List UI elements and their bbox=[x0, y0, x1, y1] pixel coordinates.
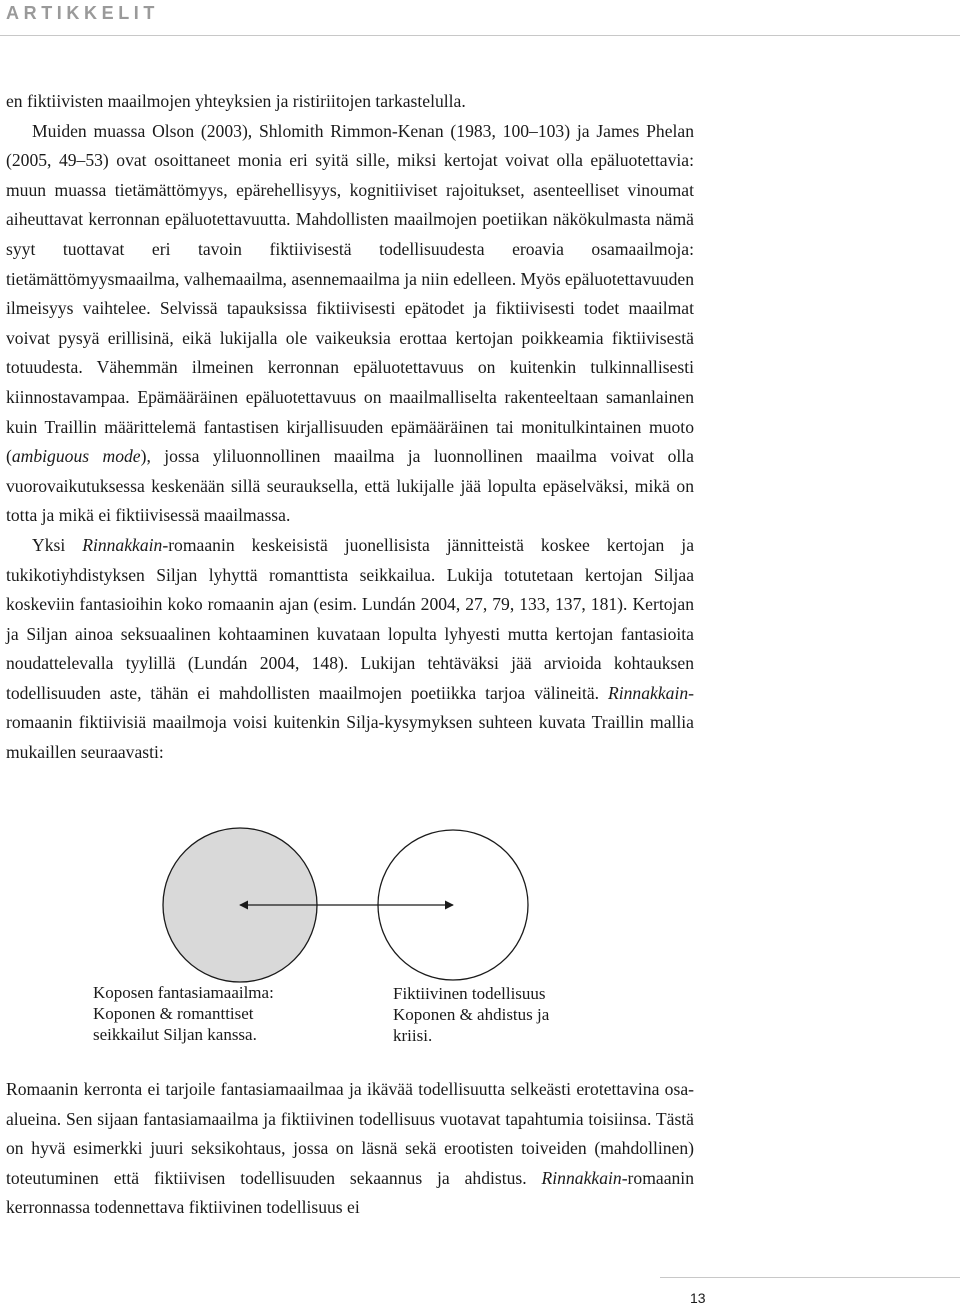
caption-line: Koposen fantasiamaailma: bbox=[93, 983, 274, 1002]
paragraph: en fiktiivisten maailmojen yhteyksien ja ristiriitojen tarkastelulla. bbox=[6, 91, 466, 111]
caption-line: seikkailut Siljan kanssa. bbox=[93, 1025, 257, 1044]
caption-line: kriisi. bbox=[393, 1026, 433, 1045]
paragraph: Yksi Rinnakkain-romaanin keskeisistä juonellisista jännitteistä koskee kertojan ja tukikotiyhdistyksen Siljan lyhyttä romanttista seikkailua. Lukija totutetaan kertojan Siljaa koskeviin fantasioihin koko romaanin ajan (esim. Lundán 2004, 27, 79, 133, 137, 181). Kertojan ja Siljan ainoa seksuaalinen kohtaaminen kuvataan lopulta lyhyesti mutta kertojan fantasioita noudattelevalla tyylillä (Lundán 2004, 148). Lukijan tehtäväksi jää arvioida kohtauksen todellisuuden aste, tähän ei mahdollisten maailmojen poetiikka tarjoa välineitä. Rinnakkain-romaanin fiktiivisiä maailmoja voisi kuitenkin Silja-kysymyksen suhteen kuvata Traillin mallia mukaillen seuraavasti: bbox=[6, 534, 695, 763]
section-label: ARTIKKELIT bbox=[6, 3, 159, 23]
page-number: 13 bbox=[690, 1290, 706, 1306]
caption-line: Koponen & ahdistus ja bbox=[393, 1005, 550, 1024]
footer-divider bbox=[660, 1277, 960, 1278]
worlds-diagram bbox=[0, 820, 960, 990]
paragraph: Romaanin kerronta ei tarjoile fantasiamaailmaa ja ikävää todellisuutta selkeästi erotettavina osa-alueina. Sen sijaan fantasiamaailma ja fiktiivinen todellisuus vuotavat tapahtumia toisiinsa. Tästä on hyvä esimerkki juuri seksikohtaus, jossa on läsnä sekä erootisten toiveiden (mahdollinen) toteutuminen että fiktiivisen todellisuuden sekaannus ja ahdistus. Rinnakkain-romaanin kerronnassa todennettava fiktiivinen todellisuus ei bbox=[6, 1079, 694, 1218]
italic-term: Rinnakkain bbox=[82, 534, 163, 555]
paragraph: Muiden muassa Olson (2003), Shlomith Rimmon-Kenan (1983, 100–103) ja James Phelan (2005, 49–53) ovat osoittaneet monia eri syitä sille, miksi kertojat voivat olla epäluotettavia: muun muassa tietämättömyys, epärehellisyys, kognitiiviset rajoitukset, asenteelliset vinoumat aiheuttavat kerronnan epäluotettavuutta. Mahdollisten maailmojen poetiikan näkökulmasta nämä syyt tuottavat eri tavoin fiktiivisestä todellisuudesta eroavia osamaailmoja: tietämättömyysmaailma, valhemaailma, asennemaailma ja niin edelleen. Myös epäluotettavuuden ilmeisyys vaihtelee. Selvissä tapauksissa fiktiivisesti epätodet ja fiktiivisesti todet maailmat voivat pysyä erillisinä, eikä lukijalla ole vaikeuksia erottaa kertojan poikkeamia fiktiivisestä totuudesta. Vähemmän ilmeinen kerronnan epäluotettavuus on kuitenkin tulkinnallisesti kiinnostavampaa. Epämääräinen epäluotettavuus on maailmalliselta rakenteeltaan samanlainen kuin Traillin määrittelemä fantastisen kirjallisuuden epämääräinen tai monitulkintainen muoto (ambiguous mode), jossa yliluonnollinen maailma ja luonnollinen maailma voivat olla vuorovaikutuksessa keskenään sillä seurauksella, että lukijalle jää lopulta epäselväksi, mikä on totta ja mikä ei fiktiivisessä maailmassa. bbox=[6, 120, 694, 526]
body-text-bottom bbox=[6, 1075, 694, 1223]
fictional-reality-caption bbox=[393, 983, 633, 1046]
body-text-top bbox=[6, 87, 694, 768]
caption-line: Koponen & romanttiset bbox=[93, 1004, 254, 1023]
italic-term: Rinnakkain bbox=[608, 682, 689, 703]
header-divider bbox=[0, 35, 960, 36]
fantasy-world-caption bbox=[93, 982, 333, 1045]
caption-line: Fiktiivinen todellisuus bbox=[393, 984, 546, 1003]
italic-term: ambiguous mode bbox=[11, 446, 141, 467]
italic-term: Rinnakkain bbox=[541, 1167, 622, 1188]
